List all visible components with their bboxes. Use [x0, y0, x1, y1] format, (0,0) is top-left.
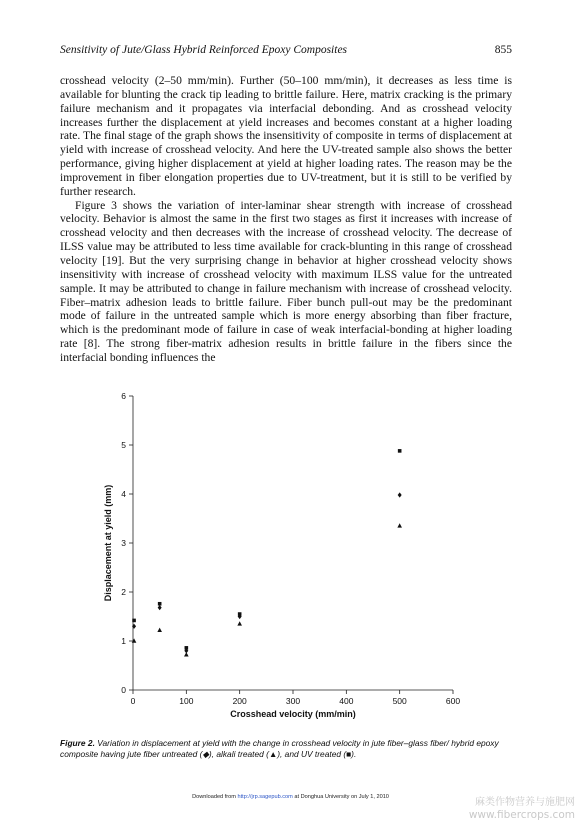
- y-tick-label: 3: [121, 538, 126, 548]
- running-header: [60, 44, 512, 62]
- y-tick-label: 2: [121, 587, 126, 597]
- scatter-chart: [95, 384, 475, 730]
- y-axis-label: Displacement at yield (mm): [103, 484, 113, 602]
- watermark-line-2: www.fibercrops.com: [468, 809, 575, 821]
- data-point-alkali-treated: [237, 621, 242, 625]
- paragraph: crosshead velocity (2–50 mm/min). Further (50–100 mm/min), it decreases as less time is available for blunting the crack tip leading to brittle failure. Here, matrix cracking is the primary failure mechanism and it propagates via interfacial debonding. And as crosshead velocity increases further the displacement at yield increases and becomes constant at a higher loading rate. The final stage of the graph shows the insensitivity of composite in terms of displacement at yield with increase of crosshead velocity. And here the UV-treated sample also shows the better performance, giving higher displacement at yield at higher loading rates. The reason may be the improvement in fiber elongation properties due to UV-treatment, but it is still to be verified by further research.: [60, 74, 512, 198]
- y-tick-label: 0: [121, 685, 126, 695]
- data-point-uv-treated: [238, 612, 242, 616]
- data-point-alkali-treated: [157, 628, 162, 632]
- running-title: Sensitivity of Jute/Glass Hybrid Reinforced Epoxy Composites: [60, 44, 348, 56]
- download-link[interactable]: http://jrp.sagepub.com: [237, 794, 293, 800]
- download-suffix: at Donghua University on July 1, 2010: [294, 794, 389, 800]
- x-tick-label: 100: [179, 696, 194, 706]
- caption-text: Variation in displacement at yield with the change in crosshead velocity in jute fiber–glass fiber/ hybrid epoxy composite having jute fiber untreated (◆), alkali treated (▲), and UV treated (■).: [60, 738, 499, 759]
- y-tick-label: 4: [121, 489, 126, 499]
- x-tick-label: 500: [392, 696, 407, 706]
- data-point-uv-treated: [132, 619, 136, 623]
- paragraph: Figure 3 shows the variation of inter-laminar shear strength with increase of crosshead velocity. Behavior is almost the same in the first two stages as first it increases with increase of crosshead velocity and then decreases with the increase of crosshead velocity. The decrease of ILSS value may be attributed to less time available for crack-blunting in this range of crosshead velocity [19]. But the very surprising change in behavior at higher crosshead velocity shows insensitivity with increase of crosshead velocity with maximum ILSS value for the untreated sample. It may be attributed to change in failure mechanism with increase of crosshead velocity. Fiber–matrix adhesion leads to brittle failure. Fiber bunch pull-out may be the predominant mode of failure in the untreated sample which is more energy absorbing than fiber fracture, which is the predominant mode of failure in case of weak interfacial-bonding at higher loading rate [8]. The strong fiber-matrix adhesion results in brittle failure in the fibers since the interfacial bonding influences the: [60, 198, 512, 364]
- caption-label: Figure 2.: [60, 738, 95, 748]
- figure-caption: [60, 738, 512, 760]
- y-tick-label: 1: [121, 636, 126, 646]
- body-text: [60, 74, 512, 365]
- x-tick-label: 600: [445, 696, 461, 706]
- x-axis-label: Crosshead velocity (mm/min): [230, 709, 356, 719]
- x-tick-label: 0: [130, 696, 136, 706]
- data-point-uv-treated: [185, 646, 189, 650]
- data-point-untreated: [398, 492, 402, 497]
- data-point-alkali-treated: [132, 638, 137, 642]
- data-point-untreated: [158, 605, 162, 610]
- data-point-uv-treated: [398, 449, 402, 453]
- page-number: 855: [494, 44, 512, 56]
- watermark-line-1: 麻类作物营养与施肥网: [475, 797, 575, 808]
- data-point-alkali-treated: [397, 523, 402, 527]
- x-tick-label: 400: [339, 696, 354, 706]
- download-prefix: Downloaded from: [192, 794, 236, 800]
- y-tick-label: 6: [121, 391, 126, 401]
- figure-2-chart: [95, 384, 475, 730]
- y-tick-label: 5: [121, 440, 126, 450]
- data-point-alkali-treated: [184, 652, 189, 656]
- x-tick-label: 200: [232, 696, 247, 706]
- x-tick-label: 300: [285, 696, 301, 706]
- watermark: [450, 797, 575, 821]
- data-point-uv-treated: [158, 602, 162, 606]
